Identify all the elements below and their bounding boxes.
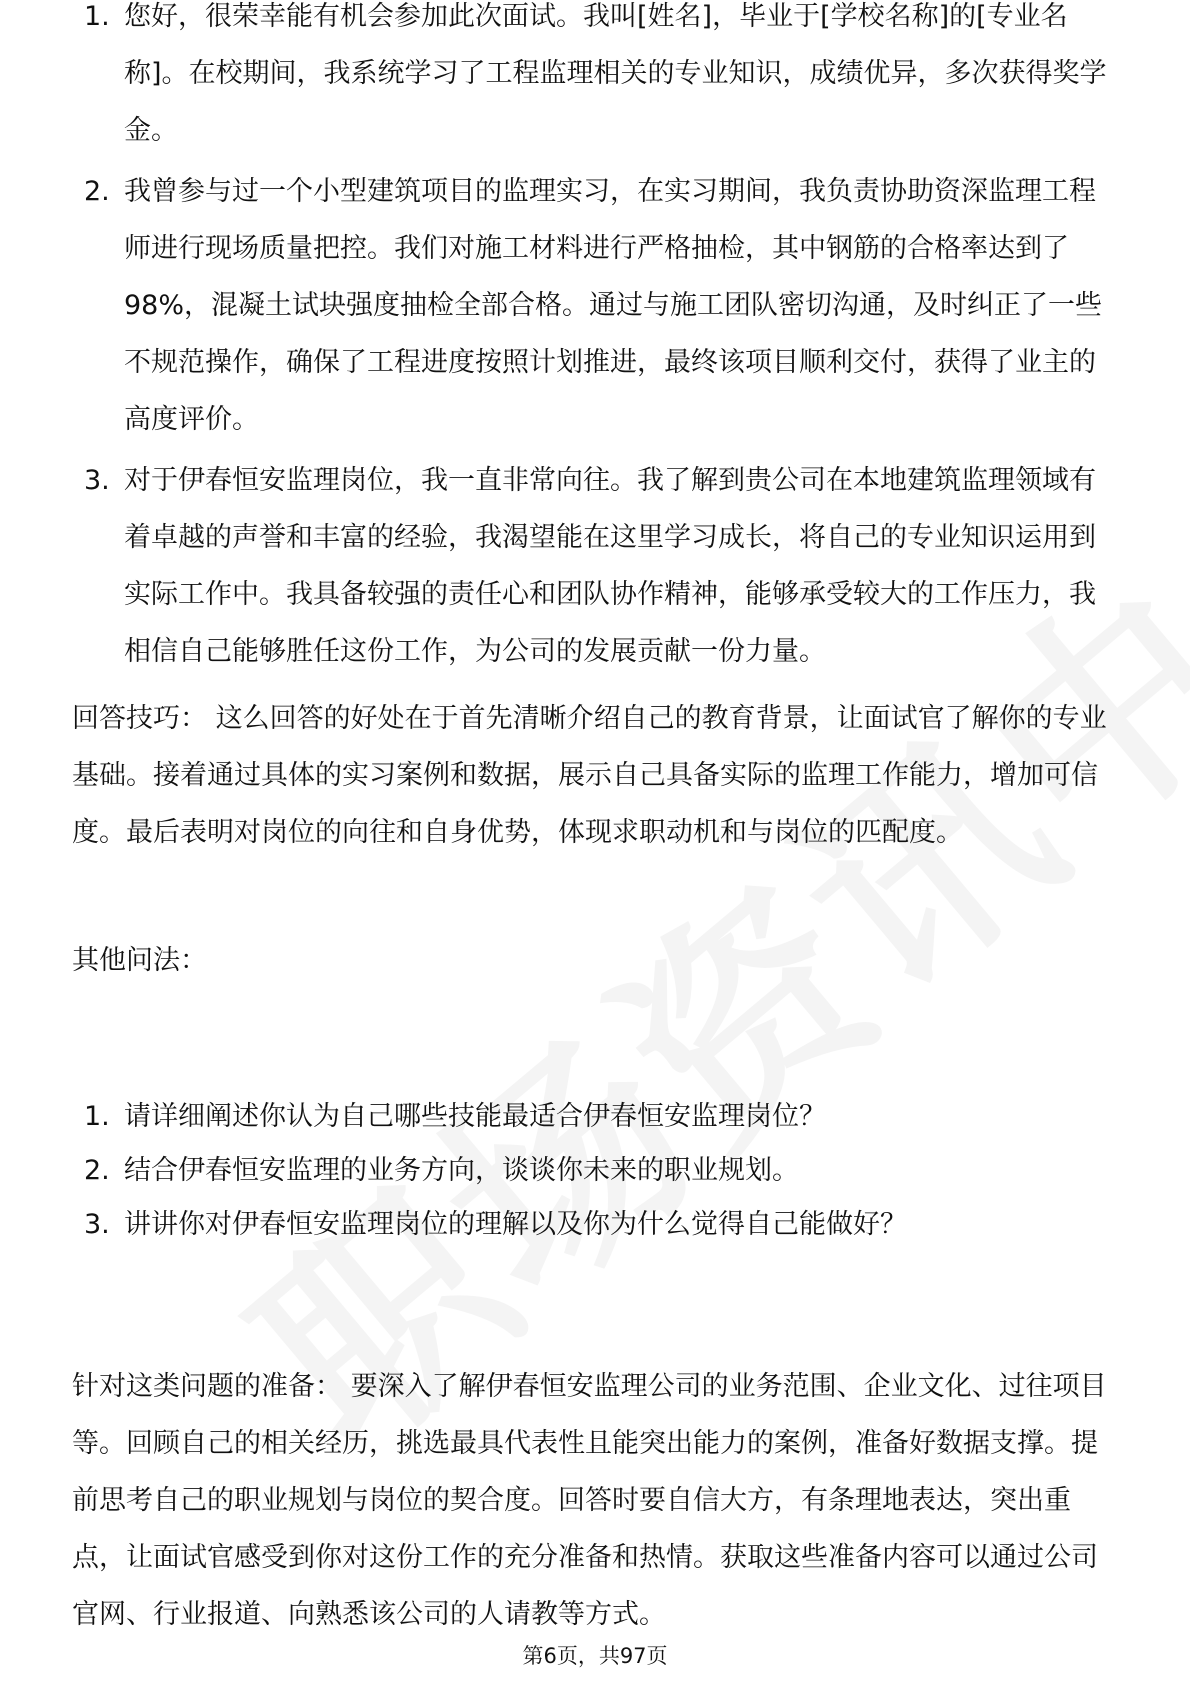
- list-item-number: 3.: [84, 465, 110, 496]
- other-questions-list: [72, 1090, 1122, 1252]
- list-item-text: 我曾参与过一个小型建筑项目的监理实习，在实习期间，我负责协助资深监理工程师进行现场质量把控。我们对施工材料进行严格抽检，其中钢筋的合格率达到了 98%，混凝土试块强度抽检全部合格。通过与施工团队密切沟通，及时纠正了一些不规范操作，确保了工程进度按照计划推进，最终该项目顺利交付，获得了业主的高度评价。: [124, 176, 1103, 435]
- list-item: [72, 1090, 1122, 1144]
- list-item-text: 讲讲你对伊春恒安监理岗位的理解以及你为什么觉得自己能做好？: [124, 1209, 907, 1240]
- preparation-text: 要深入了解伊春恒安监理公司的业务范围、企业文化、过往项目等。回顾自己的相关经历，挑选最具代表性且能突出能力的案例，准备好数据支撑。提前思考自己的职业规划与岗位的契合度。回答时要自信大方，有条理地表达，突出重点，让面试官感受到你对这份工作的充分准备和热情。获取这些准备内容可以通过公司官网、行业报道、向熟悉该公司的人请教等方式。: [72, 1371, 1107, 1630]
- preparation-paragraph: [72, 1358, 1122, 1643]
- list-item-text: 您好，很荣幸能有机会参加此次面试。我叫[姓名]，毕业于[学校名称]的[专业名称]。在校期间，我系统学习了工程监理相关的专业知识，成绩优异，多次获得奖学金。: [124, 1, 1107, 146]
- list-item-number: 2.: [84, 176, 110, 207]
- list-item: [72, 452, 1122, 680]
- page-number: 第6页，共97页: [522, 1644, 668, 1668]
- list-item-text: 对于伊春恒安监理岗位，我一直非常向往。我了解到贵公司在本地建筑监理领域有着卓越的声誉和丰富的经验，我渴望能在这里学习成长，将自己的专业知识运用到实际工作中。我具备较强的责任心和团队协作精神，能够承受较大的工作压力，我相信自己能够胜任这份工作，为公司的发展贡献一份力量。: [124, 465, 1096, 667]
- list-item-number: 1.: [84, 1101, 110, 1132]
- list-item-number: 1.: [84, 1, 110, 32]
- list-item-text: 请详细阐述你认为自己哪些技能最适合伊春恒安监理岗位？: [124, 1101, 826, 1132]
- list-item-text: 结合伊春恒安监理的业务方向，谈谈你未来的职业规划。: [124, 1155, 799, 1186]
- list-item-number: 3.: [84, 1209, 110, 1240]
- other-questions-heading: 其他问法：: [72, 945, 207, 976]
- list-item-number: 2.: [84, 1155, 110, 1186]
- list-item: [72, 1144, 1122, 1198]
- answer-tips-paragraph: [72, 690, 1122, 861]
- list-item: [72, 163, 1122, 448]
- list-item: [72, 1198, 1122, 1252]
- list-item: [72, 0, 1122, 159]
- answer-tips-label: 回答技巧：: [72, 703, 207, 734]
- answer-tips-text: 这么回答的好处在于首先清晰介绍自己的教育背景，让面试官了解你的专业基础。接着通过具体的实习案例和数据，展示自己具备实际的监理工作能力，增加可信度。最后表明对岗位的向往和自身优势，体现求职动机和与岗位的匹配度。: [72, 703, 1107, 848]
- answer-list: [72, 1, 1122, 684]
- preparation-label: 针对这类问题的准备：: [72, 1371, 342, 1402]
